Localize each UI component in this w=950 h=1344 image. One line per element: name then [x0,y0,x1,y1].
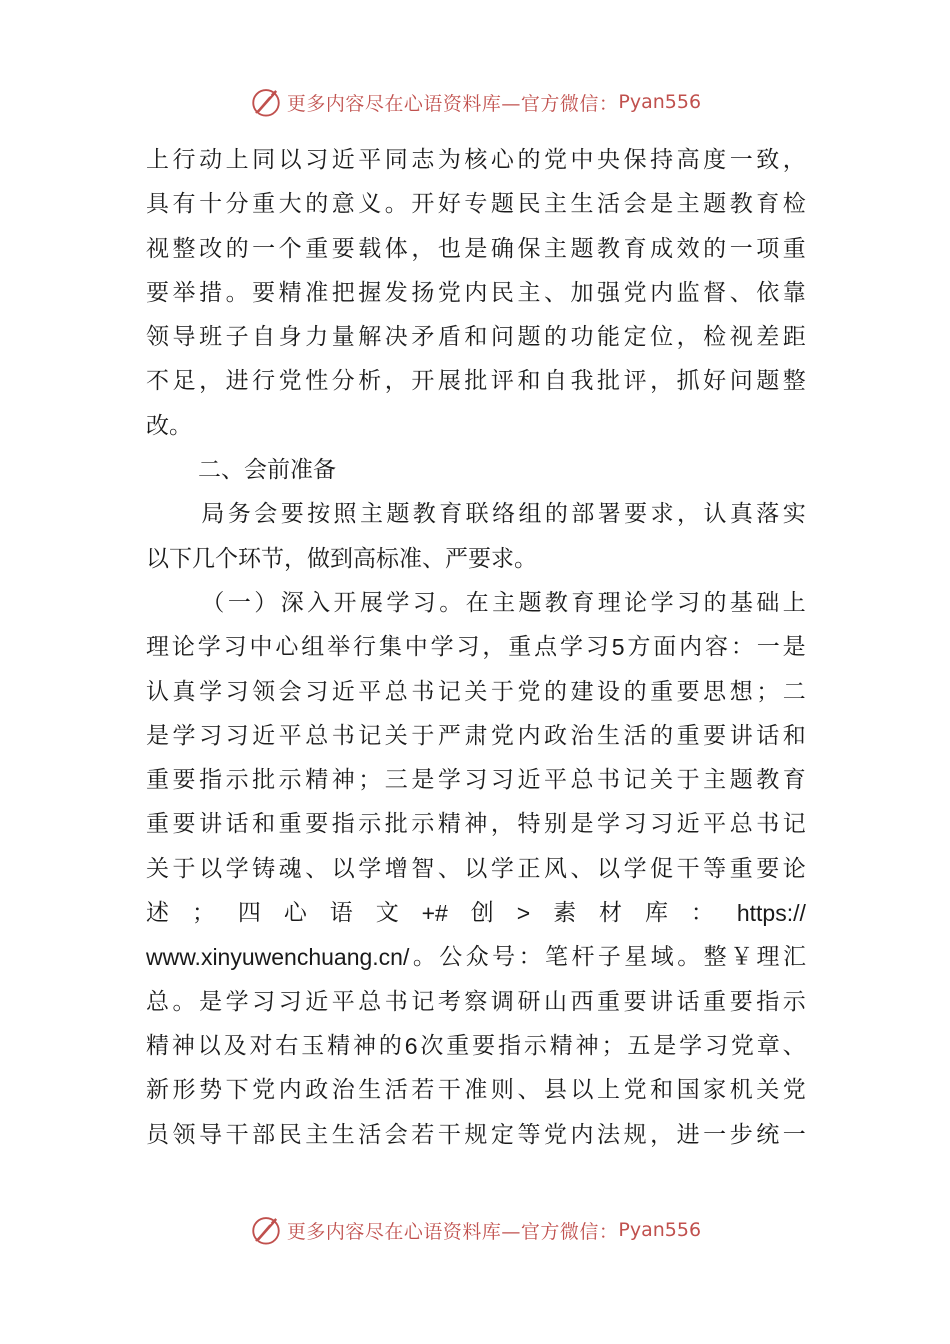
body-line: 理 论 学 习 中 心 组 举 行 集 中 学 习 ， 重 点 学 习 5 方 面 内 容 ： 一 是 [146,634,806,661]
body-line: 员 领 导 干 部 民 主 生 活 会 若 干 规 定 等 党 内 法 规 ， 进 一 步 统 一 [146,1121,806,1148]
footer-banner [0,1210,950,1250]
body-line: 总 。 是 学 习 习 近 平 总 书 记 考 察 调 研 山 西 重 要 讲 话 重 要 指 示 [146,988,806,1015]
body-line: 不 足 ， 进 行 党 性 分 析 ， 开 展 批 评 和 自 我 批 评 ， 抓 好 问 题 整 [146,368,806,395]
banner-wechat-id: Pyan556 [618,1219,702,1241]
body-line: 重 要 讲 话 和 重 要 指 示 批 示 精 神 ， 特 别 是 学 习 习 近 平 总 书 记 [146,811,806,838]
body-line: 以 下 几 个 环 节 ， 做 到 高 标 准 、 严 要 求 。 [146,545,537,572]
body-line: 局 务 会 要 按 照 主 题 教 育 联 络 组 的 部 署 要 求 ， 认 真 落 实 [201,501,806,528]
body-line: 二 、 会 前 准 备 [198,457,336,484]
body-line: 领 导 班 子 自 身 力 量 解 决 矛 盾 和 问 题 的 功 能 定 位 ， 检 视 差 距 [146,324,806,351]
body-line: 改 。 [146,412,192,439]
document-body [146,138,806,1157]
body-line: （ 一 ） 深 入 开 展 学 习 。 在 主 题 教 育 理 论 学 习 的 基 础 上 [201,589,806,616]
body-line: 述 ； 四 心 语 文 +# 创 > 素 材 库 ： https:// [146,900,806,927]
banner-text: 更多内容尽在心语资料库—官方微信： [286,1220,619,1243]
body-line: 关 于 以 学 铸 魂 、 以 学 增 智 、 以 学 正 风 、 以 学 促 干 等 重 要 论 [146,855,806,882]
header-banner [0,82,950,122]
body-line: 重 要 指 示 批 示 精 神 ； 三 是 学 习 习 近 平 总 书 记 关 于 主 题 教 育 [146,767,806,794]
body-line: 认 真 学 习 领 会 习 近 平 总 书 记 关 于 党 的 建 设 的 重 要 思 想 ； 二 [146,678,806,705]
banner-text: 更多内容尽在心语资料库—官方微信： [286,92,619,115]
quill-pen-logo-icon [249,1213,283,1247]
body-line: 新 形 势 下 党 内 政 治 生 活 若 干 准 则 、 县 以 上 党 和 国 家 机 关 党 [146,1077,806,1104]
banner-wechat-id: Pyan556 [618,91,702,113]
body-line: 是 学 习 习 近 平 总 书 记 关 于 严 肃 党 内 政 治 生 活 的 重 要 讲 话 和 [146,722,806,749]
body-line: 视 整 改 的 一 个 重 要 载 体 ， 也 是 确 保 主 题 教 育 成 效 的 一 项 重 [146,235,806,262]
quill-pen-logo-icon [249,85,283,119]
body-line: 要 举 措 。 要 精 准 把 握 发 扬 党 内 民 主 、 加 强 党 内 监 督 、 依 靠 [146,279,806,306]
body-line: 上 行 动 上 同 以 习 近 平 同 志 为 核 心 的 党 中 央 保 持 高 度 一 致 ， [146,147,806,173]
body-line: 精 神 以 及 对 右 玉 精 神 的 6 次 重 要 指 示 精 神 ； 五 是 学 习 党 章 、 [146,1032,806,1059]
body-line: 具 有 十 分 重 大 的 意 义 。 开 好 专 题 民 主 生 活 会 是 主 题 教 育 检 [146,191,806,218]
body-line: www.xinyuwenchuang.cn/ 。 公 众 号 ： 笔 杆 子 星 域 。 整 ￥ 理 汇 [146,944,806,971]
